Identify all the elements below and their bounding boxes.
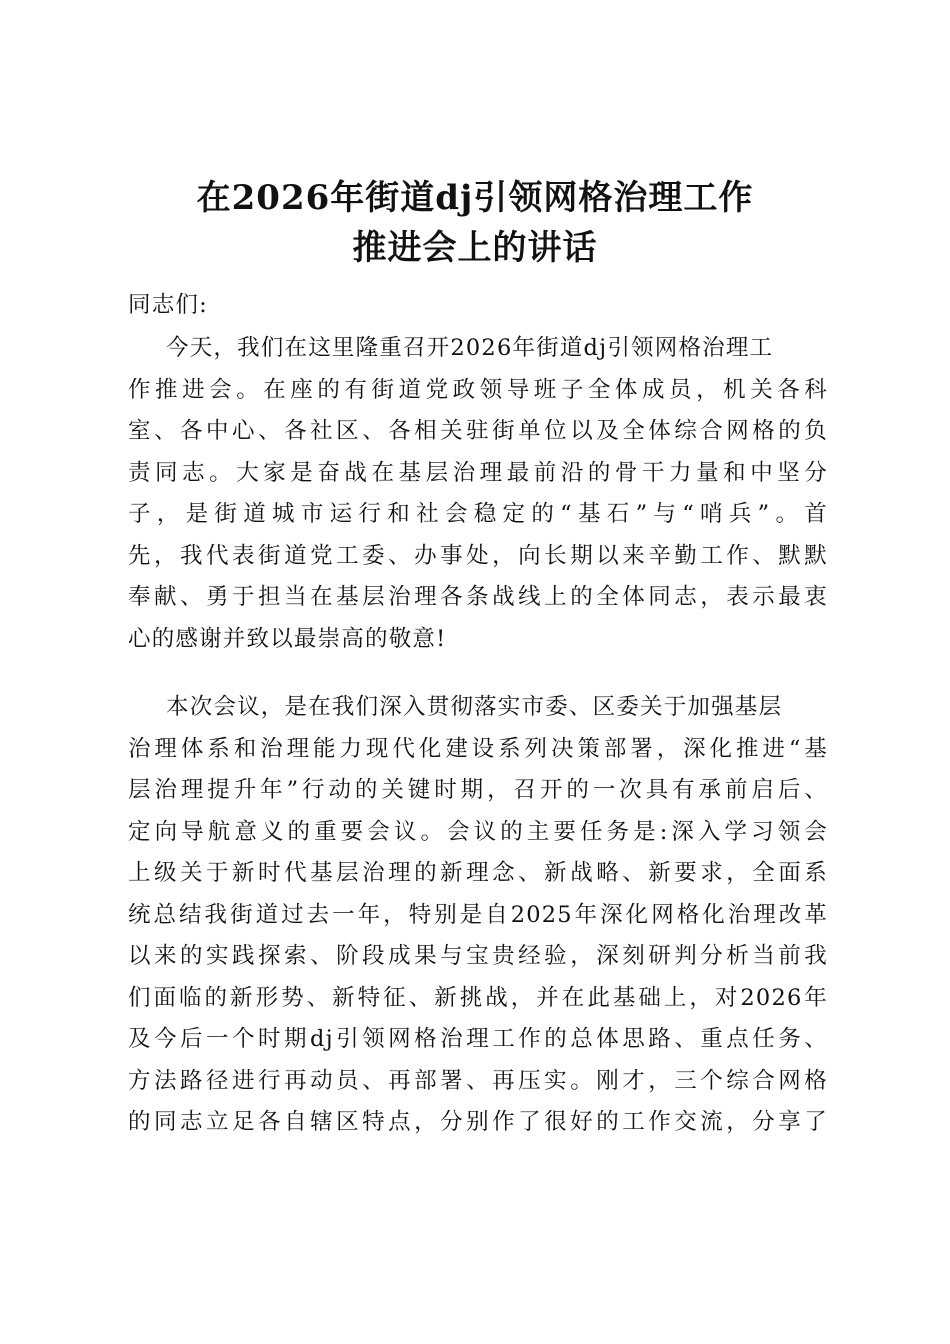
document-title-line-2: 推进会上的讲话 xyxy=(352,228,598,268)
paragraph-line: 奉献、勇于担当在基层治理各条战线上的全体同志，表示最衷 xyxy=(128,584,828,610)
paragraph-line: 上级关于新时代基层治理的新理念、新战略、新要求，全面系 xyxy=(128,860,828,886)
paragraph-2 xyxy=(128,687,828,1144)
paragraph-line: 治理体系和治理能力现代化建设系列决策部署，深化推进“基 xyxy=(128,735,828,762)
paragraph-line: 子，是街道城市运行和社会稳定的“基石”与“哨兵”。首 xyxy=(128,501,828,527)
paragraph-line: 统总结我街道过去一年，特别是自2025年深化网格化治理改革 xyxy=(128,901,828,928)
paragraph-line: 作推进会。在座的有街道党政领导班子全体成员，机关各科 xyxy=(128,376,828,403)
paragraph-line: 以来的实践探索、阶段成果与宝贵经验，深刻研判分析当前我 xyxy=(128,943,828,969)
paragraph-line: 心的感谢并致以最崇高的敬意! xyxy=(128,625,447,652)
paragraph-line: 责同志。大家是奋战在基层治理最前沿的骨干力量和中坚分 xyxy=(128,459,828,486)
salutation: 同志们: xyxy=(128,292,208,318)
paragraph-line: 定向导航意义的重要会议。会议的主要任务是:深入学习领会 xyxy=(128,818,828,845)
paragraph-line: 今天，我们在这里隆重召开2026年街道dj引领网格治理工 xyxy=(166,335,774,361)
paragraph-line: 方法路径进行再动员、再部署、再压实。刚才，三个综合网格 xyxy=(128,1067,828,1094)
paragraph-line: 先，我代表街道党工委、办事处，向长期以来辛勤工作、默默 xyxy=(128,542,828,569)
paragraph-line: 的同志立足各自辖区特点，分别作了很好的工作交流，分享了 xyxy=(128,1109,828,1135)
paragraph-line: 室、各中心、各社区、各相关驻街单位以及全体综合网格的负 xyxy=(128,418,828,444)
paragraph-line: 层治理提升年”行动的关键时期，召开的一次具有承前启后、 xyxy=(128,777,828,803)
paragraph-line: 们面临的新形势、新特征、新挑战，并在此基础上，对2026年 xyxy=(128,984,828,1011)
paragraph-line: 本次会议，是在我们深入贯彻落实市委、区委关于加强基层 xyxy=(166,694,783,720)
document-title-line-1: 在2026年街道dj引领网格治理工作 xyxy=(196,178,754,218)
paragraph-line: 及今后一个时期dj引领网格治理工作的总体思路、重点任务、 xyxy=(128,1026,828,1052)
paragraph-1 xyxy=(128,328,828,660)
